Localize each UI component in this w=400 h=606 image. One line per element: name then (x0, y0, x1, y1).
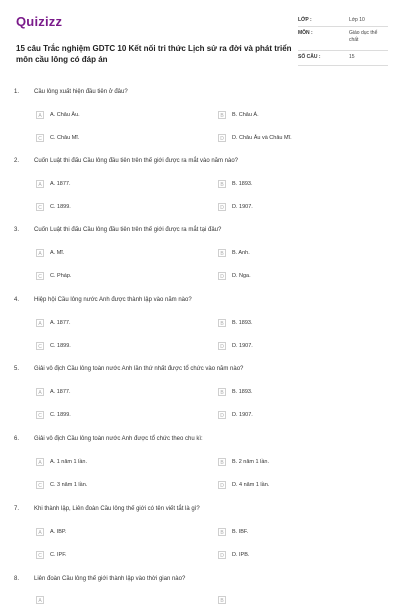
question-text: Liên đoàn Cầu lông thế giới thành lập vào thời gian nào? (34, 576, 186, 582)
question-number: 5. (14, 366, 20, 372)
meta-class-label: LỚP : (298, 17, 312, 23)
option-text: A. Mĩ. (50, 250, 65, 256)
option-text: B. 1893. (232, 181, 253, 187)
option-letter-box: C (36, 342, 44, 350)
worksheet-meta (298, 14, 388, 66)
question (0, 297, 400, 357)
option-text: B. 2 năm 1 lần. (232, 459, 269, 465)
question (0, 436, 400, 496)
option-text: A. IBP. (50, 529, 67, 535)
option-text: D. 4 năm 1 lần. (232, 482, 270, 488)
question-text: Cuốn Luật thi đấu Cầu lông đầu tiên trên thế giới được ra mắt vào năm nào? (34, 158, 239, 164)
question-number: 7. (14, 506, 20, 512)
option-text: C. Pháp. (50, 273, 72, 279)
option-text: C. IPF. (50, 552, 67, 558)
question (0, 227, 400, 287)
question (0, 89, 400, 149)
option-letter-box: B (218, 528, 226, 536)
option-text: C. 3 năm 1 lần. (50, 482, 88, 488)
question-number: 2. (14, 158, 20, 164)
question-text: Cuốn Luật thi đấu Cầu lông đầu tiên trên thế giới được ra mắt tại đâu? (34, 227, 222, 233)
option-text: D. Châu Âu và Châu Mĩ. (232, 135, 292, 141)
option-letter-box: C (36, 134, 44, 142)
option-letter-box: A (36, 528, 44, 536)
option-letter-box: C (36, 481, 44, 489)
option-letter-box: D (218, 342, 226, 350)
option-text: D. 1907. (232, 412, 253, 418)
option-letter-box: A (36, 319, 44, 327)
option-text: C. 1899. (50, 412, 71, 418)
meta-class-value: Lớp 10 (349, 17, 365, 23)
quizizz-logo: Quizizz (16, 14, 63, 29)
option-letter-box: D (218, 551, 226, 559)
option-text: D. Nga. (232, 273, 251, 279)
question-text: Cầu lông xuất hiện đầu tiên ở đâu? (34, 89, 128, 95)
meta-class-row (298, 14, 388, 27)
question (0, 366, 400, 426)
option-text: C. 1899. (50, 204, 71, 210)
option-letter-box: B (218, 249, 226, 257)
option-text: A. 1877. (50, 389, 71, 395)
option-letter-box: A (36, 458, 44, 466)
question-number: 1. (14, 89, 20, 95)
option-letter-box: A (36, 596, 44, 604)
option-text: A. 1 năm 1 lần. (50, 459, 87, 465)
meta-subject-label: MÔN : (298, 30, 313, 36)
option-text: D. IPB. (232, 552, 250, 558)
option-letter-box: D (218, 203, 226, 211)
option-text: C. 1899. (50, 343, 71, 349)
option-letter-box: C (36, 551, 44, 559)
meta-count-value: 15 (349, 54, 355, 60)
option-letter-box: D (218, 411, 226, 419)
option-text: A. 1877. (50, 181, 71, 187)
worksheet-title: 15 câu Trắc nghiệm GDTC 10 Kết nối tri thức Lịch sử ra đời và phát triển môn cầu lông có đáp án (16, 44, 292, 64)
option-letter-box: D (218, 481, 226, 489)
option-text: B. IBF. (232, 529, 249, 535)
option-letter-box: B (218, 319, 226, 327)
option-text: B. Châu Á. (232, 112, 259, 118)
option-letter-box: A (36, 180, 44, 188)
option-letter-box: B (218, 111, 226, 119)
option-letter-box: A (36, 388, 44, 396)
option-text: B. 1893. (232, 320, 253, 326)
option-letter-box: C (36, 272, 44, 280)
option-letter-box: B (218, 596, 226, 604)
question-text: Giải vô địch Cầu lông toàn nước Anh lần thứ nhất được tổ chức vào năm nào? (34, 366, 244, 372)
question (0, 506, 400, 566)
question-text: Giải vô địch Cầu lông toàn nước Anh được tổ chức theo chu kì: (34, 436, 203, 442)
option-text: D. 1907. (232, 204, 253, 210)
option-letter-box: C (36, 411, 44, 419)
question-number: 8. (14, 576, 20, 582)
meta-count-row (298, 51, 388, 66)
option-text: A. 1877. (50, 320, 71, 326)
option-letter-box: A (36, 249, 44, 257)
option-text: D. 1907. (232, 343, 253, 349)
option-text: B. 1893. (232, 389, 253, 395)
meta-subject-row (298, 27, 388, 51)
question-text: Khi thành lập, Liên đoàn Cầu lông thế giới có tên viết tắt là gì? (34, 506, 200, 512)
option-letter-box: B (218, 388, 226, 396)
question-text: Hiệp hội Cầu lông nước Anh được thành lập vào năm nào? (34, 297, 192, 303)
option-letter-box: B (218, 180, 226, 188)
meta-count-label: SỐ CÂU : (298, 54, 321, 60)
question-number: 4. (14, 297, 20, 303)
question-number: 3. (14, 227, 20, 233)
option-letter-box: C (36, 203, 44, 211)
option-text: A. Châu Âu. (50, 112, 80, 118)
question (0, 576, 400, 604)
option-text: B. Anh. (232, 250, 250, 256)
question-number: 6. (14, 436, 20, 442)
option-text: C. Châu Mĩ. (50, 135, 80, 141)
option-letter-box: B (218, 458, 226, 466)
option-letter-box: A (36, 111, 44, 119)
option-letter-box: D (218, 272, 226, 280)
question (0, 158, 400, 218)
option-letter-box: D (218, 134, 226, 142)
meta-subject-value: Giáo dục thể chất (349, 30, 378, 43)
